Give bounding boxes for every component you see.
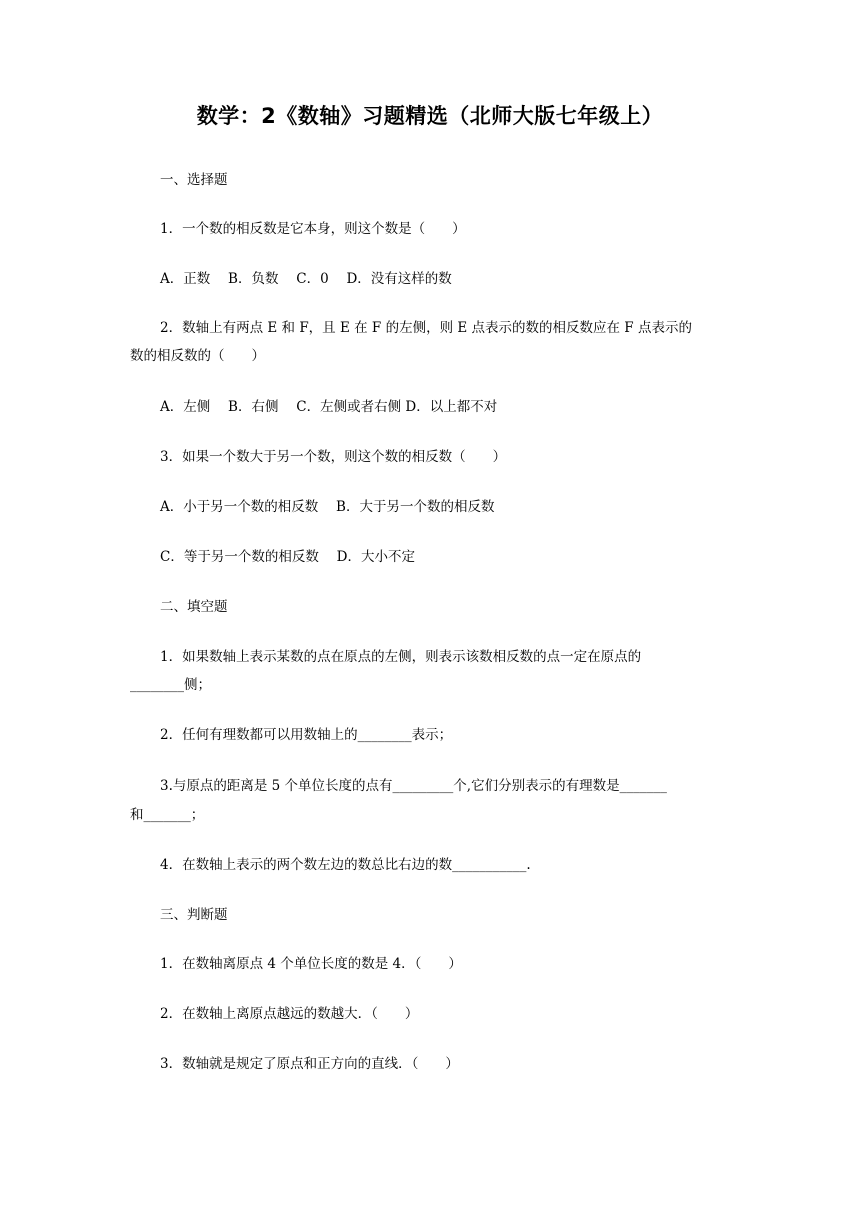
section-heading-choice: 一、选择题 [160, 172, 228, 188]
fill-question-2: 2．任何有理数都可以用数轴上的________表示； [160, 727, 453, 743]
fill-question-3-line-2: 和_______； [130, 807, 205, 823]
choice-question-3-options-ab: A．小于另一个数的相反数 B．大于另一个数的相反数 [160, 499, 495, 515]
choice-question-2-options: A．左侧 B．右侧 C．左侧或者右侧 D．以上都不对 [160, 399, 498, 415]
judge-question-2: 2．在数轴上离原点越远的数越大．（ ） [160, 1006, 419, 1022]
fill-question-3-line-1: 3.与原点的距离是 5 个单位长度的点有_________个,它们分别表示的有理数是_______ [160, 778, 667, 794]
choice-question-2-line-1: 2．数轴上有两点 E 和 F，且 E 在 F 的左侧，则 E 点表示的数的相反数应在 F 点表示的 [160, 320, 692, 336]
fill-question-4: 4．在数轴上表示的两个数左边的数总比右边的数___________. [160, 857, 531, 873]
judge-question-1: 1．在数轴离原点 4 个单位长度的数是 4．（ ） [160, 956, 462, 972]
section-heading-fill: 二、填空题 [160, 599, 228, 615]
choice-question-3-options-cd: C．等于另一个数的相反数 D．大小不定 [160, 549, 415, 565]
choice-question-1-options: A．正数 B．负数 C．0 D．没有这样的数 [160, 271, 452, 287]
fill-question-1-line-1: 1．如果数轴上表示某数的点在原点的左侧，则表示该数相反数的点一定在原点的 [160, 649, 642, 665]
choice-question-3: 3．如果一个数大于另一个数，则这个数的相反数（ ） [160, 449, 507, 465]
fill-question-1-line-2: ________侧； [130, 677, 211, 693]
choice-question-1: 1．一个数的相反数是它本身，则这个数是（ ） [160, 221, 466, 237]
document-title: 数学：2《数轴》习题精选（北师大版七年级上） [196, 104, 664, 128]
section-heading-judge: 三、判断题 [160, 907, 228, 923]
judge-question-3: 3．数轴就是规定了原点和正方向的直线．（ ） [160, 1056, 459, 1072]
choice-question-2-line-2: 数的相反数的（ ） [130, 348, 265, 364]
